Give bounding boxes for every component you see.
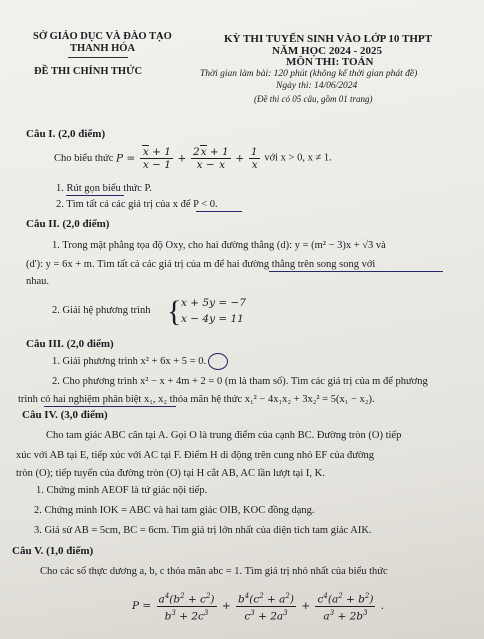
- q5-frac2: $\frac{b^4(c^2 + a^2)}{c^3 + 2a^3}$: [238, 592, 294, 622]
- q4-line1: Cho tam giác ABC cân tại A. Gọi O là trung điểm của cạnh BC. Đường tròn (O) tiếp: [46, 430, 402, 441]
- q1-frac2: $\frac{2x + 1}{x - x}$: [192, 146, 229, 171]
- q2-part2: 2. Giải hệ phương trình: [52, 305, 151, 316]
- pen-underline-2: [196, 211, 242, 212]
- q1-expression: Cho biểu thức P = $\frac{x + 1}{x - 1}$ + $\frac{2x + 1}{x - x}$ + $\frac{1}{x}$ với x > 0, x ≠ 1.: [54, 146, 332, 171]
- q2-title: Câu II. (2,0 điểm): [26, 218, 110, 230]
- q1-part2: 2. Tìm tất cả các giá trị của x để P < 0.: [56, 199, 218, 210]
- page-note: (Đề thi có 05 câu, gồm 01 trang): [254, 94, 373, 104]
- q1-title: Câu I. (2,0 điểm): [26, 128, 106, 140]
- pen-underline-3: [269, 271, 443, 272]
- subject: MÔN THI: TOÁN: [286, 56, 374, 68]
- q2-part1-line3: nhau.: [26, 276, 50, 287]
- q2-part1-line1: 1. Trong mặt phẳng tọa độ Oxy, cho hai đường thẳng (d): y = (m² − 3)x + √3 và: [52, 240, 386, 251]
- q2-part1-line2: (d'): y = 6x + m. Tìm tất cả các giá trị của m để hai đường thẳng trên song song với: [26, 259, 376, 270]
- q1-part1: 1. Rút gọn biểu thức P.: [56, 183, 152, 194]
- q4-part2: 2. Chứng minh IOK = ABC và hai tam giác OIB, KOC đồng dạng.: [34, 505, 315, 516]
- header-underline-left: [68, 57, 128, 58]
- q4-line2: xúc với AB tại E, tiếp xúc với AC tại F. Điểm H di động trên cung nhỏ EF của đường: [16, 450, 375, 461]
- q2-eq1: x + 5y = −7: [181, 297, 246, 309]
- pen-underline-1: [66, 195, 124, 196]
- q4-part1: 1. Chứng minh AEOF là tứ giác nội tiếp.: [36, 485, 208, 496]
- q5-title: Câu V. (1,0 điểm): [12, 545, 94, 557]
- q1-condition: với x > 0, x ≠ 1.: [264, 152, 332, 164]
- exam-title: KỲ THI TUYỂN SINH VÀO LỚP 10 THPT: [224, 33, 432, 45]
- q5-line1: Cho các số thực dương a, b, c thỏa mãn abc = 1. Tìm giá trị nhỏ nhất của biểu thức: [40, 566, 388, 577]
- q4-line3: tròn (O); tiếp tuyến của đường tròn (O) tại H cắt AB, AC lần lượt tại I, K.: [16, 468, 325, 479]
- dept-line2: THANH HÓA: [70, 43, 136, 54]
- q3-title: Câu III. (2,0 điểm): [26, 338, 114, 350]
- q4-title: Câu IV. (3,0 điểm): [22, 409, 108, 421]
- pen-underline-4: [44, 406, 176, 407]
- q3-part2-line2: trình có hai nghiệm phân biệt x₁, x₂ thỏa mãn hệ thức x₁² − 4x₁x₂ + 3x₂² = 5(x₁ − x₂).: [18, 394, 375, 405]
- school-year: NĂM HỌC 2024 - 2025: [272, 45, 382, 57]
- exam-date: Ngày thi: 14/06/2024: [276, 81, 358, 91]
- q1-frac3: $\frac{1}{x}$: [249, 146, 260, 171]
- q1-frac1: $\frac{x + 1}{x - 1}$: [140, 146, 173, 171]
- q3-part1: 1. Giải phương trình x² + 6x + 5 = 0.: [52, 356, 207, 367]
- q3-part2-line1: 2. Cho phương trình x² − x + 4m + 2 = 0 (m là tham số). Tìm các giá trị của m để phương: [52, 376, 428, 387]
- pen-circle: [208, 353, 228, 370]
- q5-frac3: $\frac{c^4(a^2 + b^2)}{a^3 + 2b^3}$: [317, 592, 374, 622]
- q5-frac1: $\frac{a^4(b^2 + c^2)}{b^3 + 2c^3}$: [158, 592, 215, 622]
- q2-eq2: x − 4y = 11: [181, 313, 244, 325]
- q5-expression: P = $\frac{a^4(b^2 + c^2)}{b^3 + 2c^3}$ + $\frac{b^4(c^2 + a^2)}{c^3 + 2a^3}$ + $\frac{c^4(a^2 + b^2)}{a^3 + 2b^3}$ .: [132, 592, 385, 622]
- q4-part3: 3. Giả sử AB = 5cm, BC = 6cm. Tìm giá trị lớn nhất của diện tích tam giác AIK.: [34, 525, 372, 536]
- system-brace: {: [167, 295, 182, 328]
- official-label: ĐỀ THI CHÍNH THỨC: [34, 66, 143, 77]
- q1-intro: Cho biểu thức: [54, 152, 114, 164]
- duration: Thời gian làm bài: 120 phút (không kể thời gian phát đề): [200, 69, 418, 79]
- dept-line1: SỞ GIÁO DỤC VÀ ĐÀO TẠO: [33, 31, 172, 42]
